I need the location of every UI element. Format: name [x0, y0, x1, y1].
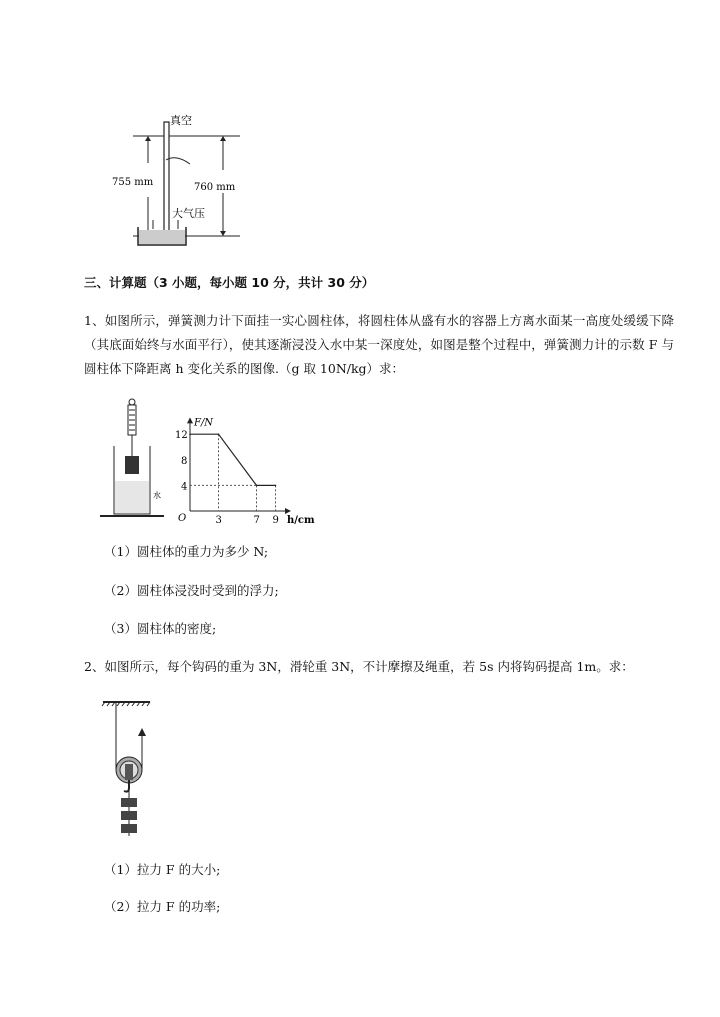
section-heading: 三、计算题（3 小题，每小题 10 分，共计 30 分） — [84, 275, 375, 290]
water-label: 水 — [153, 491, 161, 500]
x-tick-label: 9 — [272, 515, 279, 525]
question-2-text: 2、如图所示，每个钩码的重为 3N，滑轮重 3N，不计摩擦及绳重，若 5s 内将钩码提高 1m。求： — [84, 659, 634, 674]
q2-sub-1: （1）拉力 F 的大小; — [104, 862, 221, 877]
q1-sub-1: （1）圆柱体的重力为多少 N; — [104, 544, 269, 559]
origin-label: O — [178, 513, 187, 524]
q1-sub-2: （2）圆柱体浸没时受到的浮力; — [104, 583, 279, 598]
y-tick-label: 8 — [181, 455, 188, 467]
y-axis-label: F/N — [194, 417, 214, 429]
data-point — [275, 485, 277, 487]
q2-sub-2: （2）拉力 F 的功率; — [104, 899, 221, 914]
y-tick-label: 12 — [175, 430, 188, 442]
q1-sub-3: （3）圆柱体的密度; — [104, 621, 217, 636]
force-depth-chart — [170, 395, 320, 525]
y-axis-arrow — [187, 417, 193, 423]
series-line — [190, 434, 276, 485]
data-point — [218, 433, 220, 435]
label-atm: 大气压 — [172, 207, 205, 220]
label-vacuum: 真空 — [170, 114, 192, 127]
label-755: 755 mm — [112, 177, 154, 188]
x-axis-arrow — [285, 508, 291, 514]
label-760: 760 mm — [194, 182, 236, 193]
x-tick-label: 3 — [215, 515, 222, 525]
pulley-figure — [100, 698, 160, 843]
y-tick-label: 4 — [181, 481, 188, 493]
x-axis-label: h/cm — [287, 515, 315, 525]
torricelli-figure — [108, 105, 268, 255]
question-1-text: 1、如图所示，弹簧测力计下面挂一实心圆柱体，将圆柱体从盛有水的容器上方离水面某一高度处缓缓下降（其底面始终与水面平行），使其逐渐浸没入水中某一深度处，如图是整个过程中，弹簧测力计的示数 F 与圆柱体下降距离 h 变化关系的图像.（g 取 10N/kg）求： — [84, 313, 674, 376]
spring-scale-figure — [98, 398, 168, 523]
x-tick-label: 7 — [253, 515, 260, 525]
data-point — [189, 433, 191, 435]
